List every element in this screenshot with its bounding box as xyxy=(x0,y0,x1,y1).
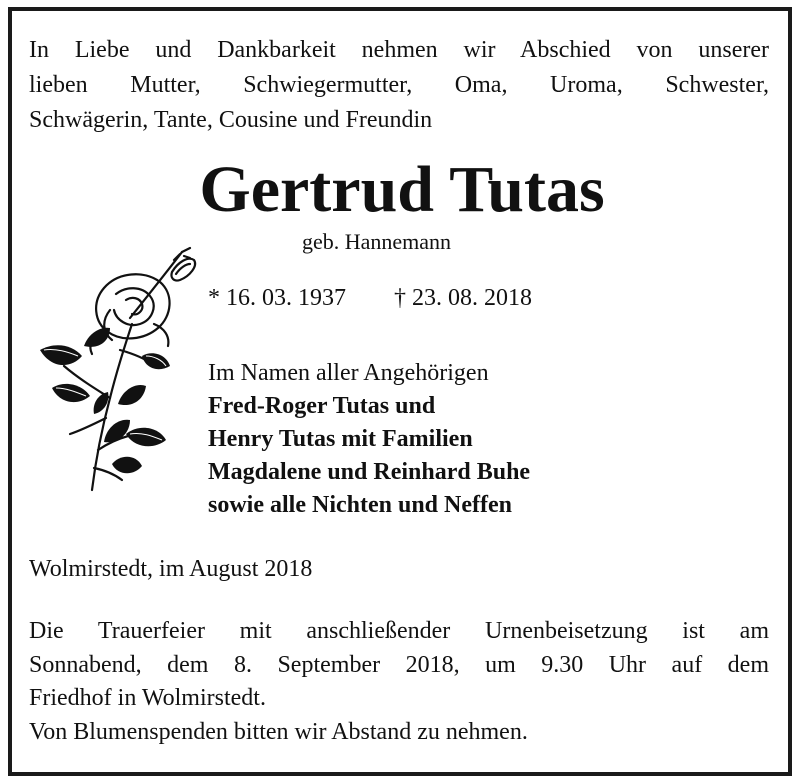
life-dates xyxy=(208,283,532,313)
rose-icon xyxy=(34,238,209,496)
deceased-name: Gertrud Tutas xyxy=(199,153,605,226)
signer-name-3: Magdalene und Reinhard Buhe xyxy=(208,459,531,485)
birth-date: * 16. 03. 1937 xyxy=(208,285,346,311)
signer-name-4: sowie alle Nichten und Neffen xyxy=(208,492,512,518)
service-line-3: Friedhof in Wolmirstedt. xyxy=(29,685,266,711)
intro-line-1: In Liebe und Dankbarkeit nehmen wir Abschied von unserer xyxy=(29,37,769,63)
signer-name-1: Fred-Roger Tutas und xyxy=(208,393,436,419)
service-line-2: Sonnabend, dem 8. September 2018, um 9.30 Uhr auf dem xyxy=(29,651,769,678)
service-line-1: Die Trauerfeier mit anschließender Urnenbeisetzung ist am xyxy=(29,618,769,644)
place-date: Wolmirstedt, im August 2018 xyxy=(29,556,313,582)
service-line-4: Von Blumenspenden bitten wir Abstand zu nehmen. xyxy=(29,718,528,745)
death-date: † 23. 08. 2018 xyxy=(394,285,532,311)
maiden-name: geb. Hannemann xyxy=(302,229,452,254)
signers-heading: Im Namen aller Angehörigen xyxy=(208,360,489,386)
signer-name-2: Henry Tutas mit Familien xyxy=(208,426,473,452)
signers-block xyxy=(208,357,530,522)
intro-line-3: Schwägerin, Tante, Cousine und Freundin xyxy=(29,107,433,133)
service-info xyxy=(29,615,769,749)
intro-text xyxy=(29,33,769,138)
intro-line-2: lieben Mutter, Schwiegermutter, Oma, Uroma, Schwester, xyxy=(29,72,769,98)
